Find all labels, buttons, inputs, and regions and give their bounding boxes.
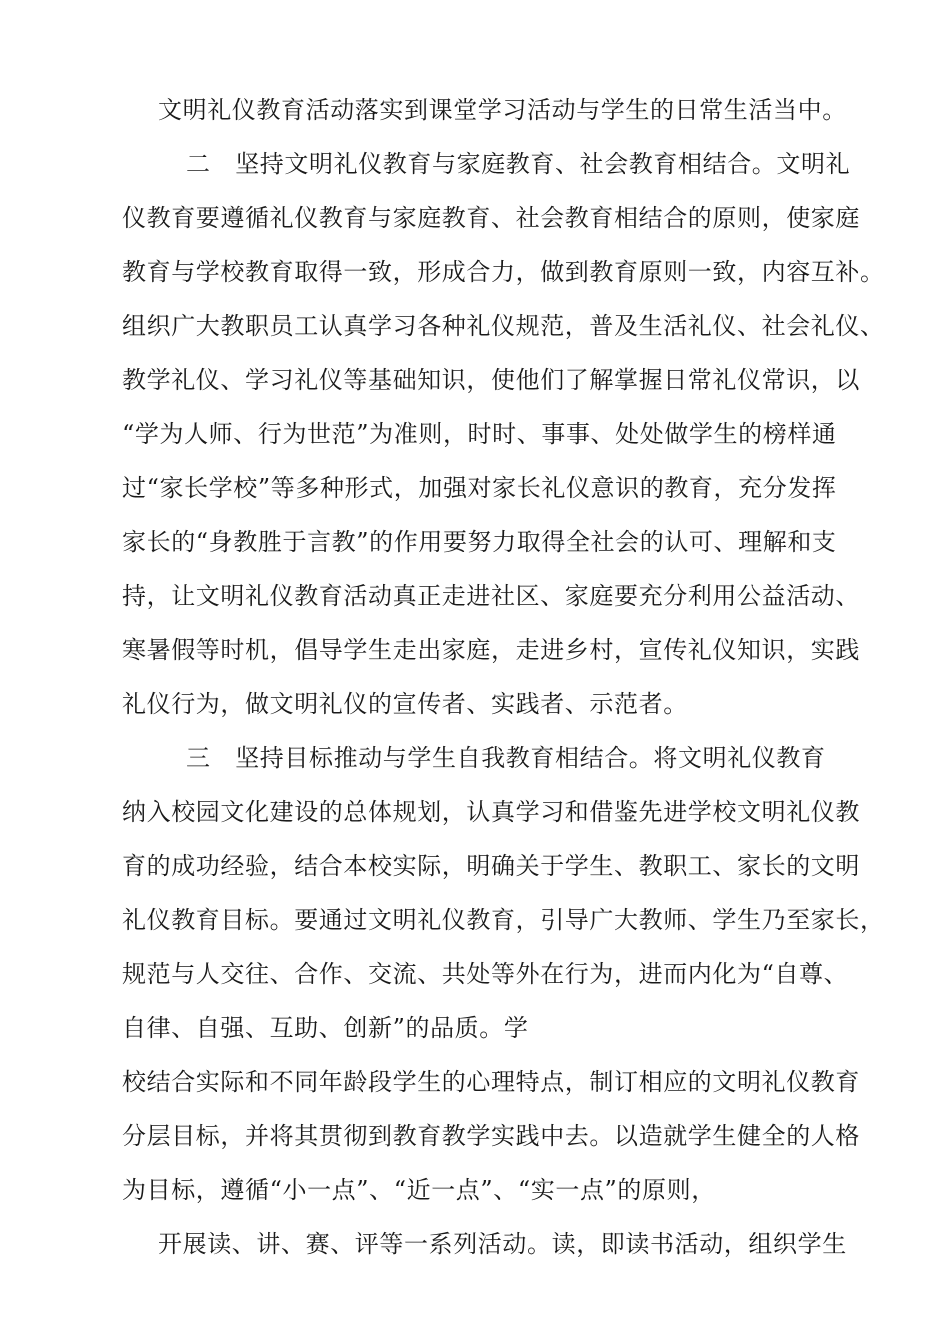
text-line-22: 开展读、讲、赛、评等一系列活动。读，即读书活动，组织学生	[158, 1230, 847, 1258]
text-line-20: 分层目标，并将其贯彻到教育教学实践中去。以造就学生健全的人格	[122, 1122, 860, 1150]
text-line-13: 三 坚持目标推动与学生自我教育相结合。将文明礼仪教育	[186, 744, 826, 772]
text-line-7: “学为人师、行为世范”为准则，时时、事事、处处做学生的榜样通	[122, 420, 837, 448]
text-line-16: 礼仪教育目标。要通过文明礼仪教育，引导广大教师、学生乃至家长，	[122, 906, 885, 934]
text-line-9: 家长的“身教胜于言教”的作用要努力取得全社会的认可、理解和支	[122, 528, 837, 556]
text-line-11: 寒暑假等时机，倡导学生走出家庭，走进乡村，宣传礼仪知识，实践	[122, 636, 860, 664]
text-line-15: 育的成功经验，结合本校实际，明确关于学生、教职工、家长的文明	[122, 852, 860, 880]
text-line-19: 校结合实际和不同年龄段学生的心理特点，制订相应的文明礼仪教育	[122, 1068, 860, 1096]
text-line-2: 二 坚持文明礼仪教育与家庭教育、社会教育相结合。文明礼	[186, 150, 851, 178]
text-line-3: 仪教育要遵循礼仪教育与家庭教育、社会教育相结合的原则，使家庭	[122, 204, 860, 232]
text-line-10: 持，让文明礼仪教育活动真正走进社区、家庭要充分利用公益活动、	[122, 582, 860, 610]
text-line-4: 教育与学校教育取得一致，形成合力，做到教育原则一致，内容互补。	[122, 258, 885, 286]
text-line-8: 过“家长学校”等多种形式，加强对家长礼仪意识的教育，充分发挥	[122, 474, 837, 502]
text-line-17: 规范与人交往、合作、交流、共处等外在行为，进而内化为“自尊、	[122, 960, 849, 988]
text-line-12: 礼仪行为，做文明礼仪的宣传者、实践者、示范者。	[122, 690, 688, 718]
text-line-21: 为目标，遵循“小一点”、“近一点”、“实一点”的原则，	[122, 1176, 716, 1204]
text-line-14: 纳入校园文化建设的总体规划，认真学习和借鉴先进学校文明礼仪教	[122, 798, 860, 826]
text-line-6: 教学礼仪、学习礼仪等基础知识，使他们了解掌握日常礼仪常识，以	[122, 366, 860, 394]
text-line-5: 组织广大教职员工认真学习各种礼仪规范，普及生活礼仪、社会礼仪、	[122, 312, 885, 340]
text-line-18: 自律、自强、互助、创新”的品质。学	[122, 1014, 529, 1042]
text-line-1: 文明礼仪教育活动落实到课堂学习活动与学生的日常生活当中。	[158, 96, 847, 124]
